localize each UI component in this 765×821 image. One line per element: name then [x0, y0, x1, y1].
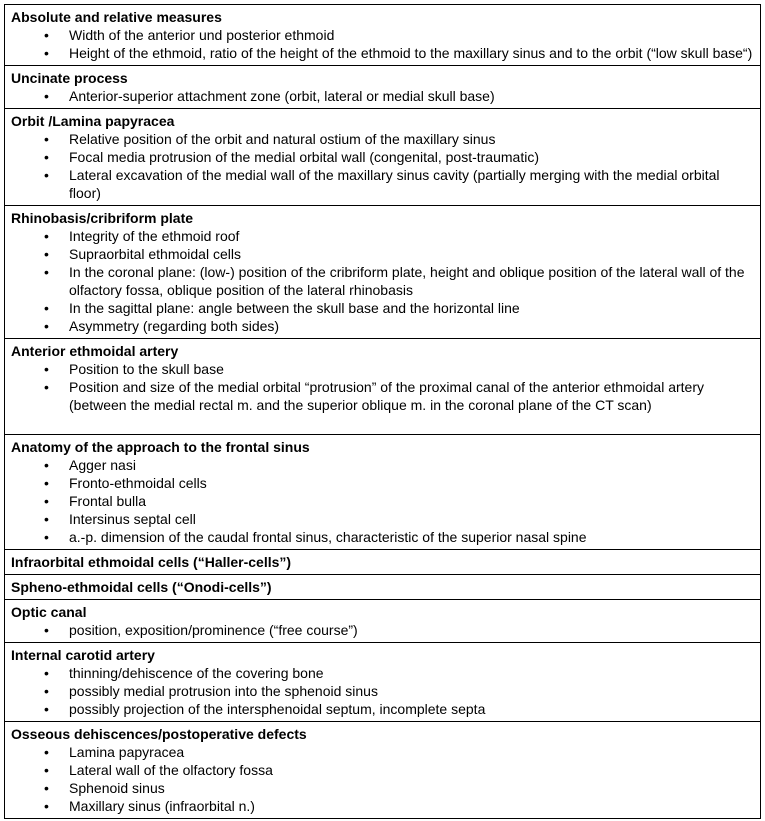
bullet-icon: • [44, 493, 49, 509]
bullet-icon: • [44, 264, 49, 280]
bullet-icon: • [44, 88, 49, 104]
bullet-icon: • [44, 665, 49, 681]
list-item-text: Frontal bulla [69, 493, 147, 509]
section-title: Infraorbital ethmoidal cells (“Haller-cells”) [11, 554, 292, 570]
list-item-text: Lateral wall of the olfactory fossa [69, 762, 273, 778]
list-item-text: possibly medial protrusion into the sphenoid sinus [69, 683, 378, 699]
list-item [11, 761, 754, 779]
list-item [11, 474, 754, 492]
bullet-icon: • [44, 246, 49, 262]
bullet-icon: • [44, 167, 49, 183]
section-frontal-sinus-approach [5, 434, 760, 549]
list-item-text: Integrity of the ethmoid roof [69, 228, 240, 244]
list-item-text: possibly projection of the intersphenoidal septum, incomplete septa [69, 701, 486, 717]
section-anterior-ethmoidal-artery [5, 338, 760, 434]
list-item-text: Asymmetry (regarding both sides) [69, 318, 280, 334]
item-list [11, 26, 754, 62]
list-item-text: thinning/dehiscence of the covering bone [69, 665, 324, 681]
bullet-icon: • [44, 683, 49, 699]
bullet-icon: • [44, 361, 49, 377]
list-item-text: Lateral excavation of the medial wall of the maxillary sinus cavity (partially merging with the medial orbital floor) [69, 167, 720, 201]
list-item [11, 664, 754, 682]
bullet-icon: • [44, 780, 49, 796]
section-title: Orbit /Lamina papyracea [11, 113, 175, 129]
bullet-icon: • [44, 529, 49, 545]
bullet-icon: • [44, 701, 49, 717]
section-title: Internal carotid artery [11, 647, 155, 663]
list-item-text: position, exposition/prominence (“free course”) [69, 622, 358, 638]
section-optic-canal [5, 599, 760, 642]
bullet-icon: • [44, 318, 49, 334]
section-title: Osseous dehiscences/postoperative defects [11, 726, 307, 742]
list-item-text: Position and size of the medial orbital “protrusion” of the proximal canal of the anterior ethmoidal artery (between the medial rectal m. and the superior oblique m. in the coronal plane of the CT scan) [69, 379, 704, 413]
bullet-icon: • [44, 45, 49, 61]
item-list [11, 456, 754, 546]
section-orbit-lamina-papyracea [5, 108, 760, 205]
list-item [11, 378, 754, 414]
section-title: Anterior ethmoidal artery [11, 343, 179, 359]
list-item [11, 456, 754, 474]
list-item-text: Maxillary sinus (infraorbital n.) [69, 798, 255, 814]
section-internal-carotid-artery [5, 642, 760, 721]
list-item [11, 779, 754, 797]
list-item [11, 528, 754, 546]
list-item [11, 148, 754, 166]
item-list [11, 621, 754, 639]
list-item [11, 299, 754, 317]
list-item-text: Position to the skull base [69, 361, 224, 377]
section-rhinobasis-cribriform-plate [5, 205, 760, 338]
list-item-text: In the sagittal plane: angle between the skull base and the horizontal line [69, 300, 520, 316]
bullet-icon: • [44, 622, 49, 638]
list-item-text: Width of the anterior und posterior ethmoid [69, 27, 335, 43]
bullet-icon: • [44, 27, 49, 43]
section-osseous-dehiscences [5, 721, 760, 818]
list-item-text: Focal media protrusion of the medial orbital wall (congenital, post-traumatic) [69, 149, 539, 165]
section-haller-cells [5, 549, 760, 574]
section-title: Rhinobasis/cribriform plate [11, 210, 194, 226]
bullet-icon: • [44, 798, 49, 814]
item-list [11, 87, 754, 105]
list-item-text: Fronto-ethmoidal cells [69, 475, 207, 491]
section-absolute-relative-measures [5, 5, 760, 65]
section-onodi-cells [5, 574, 760, 599]
list-item-text: Anterior-superior attachment zone (orbit, lateral or medial skull base) [69, 88, 495, 104]
bullet-icon: • [44, 511, 49, 527]
list-item [11, 317, 754, 335]
list-item [11, 682, 754, 700]
section-uncinate-process [5, 65, 760, 108]
section-title: Anatomy of the approach to the frontal sinus [11, 439, 310, 455]
list-item [11, 621, 754, 639]
list-item [11, 700, 754, 718]
list-item [11, 360, 754, 378]
bullet-icon: • [44, 131, 49, 147]
item-list [11, 664, 754, 718]
list-item [11, 797, 754, 815]
list-item-text: In the coronal plane: (low-) position of the cribriform plate, height and oblique position of the lateral wall of the olfactory fossa, oblique position of the lateral rhinobasis [69, 264, 745, 298]
bullet-icon: • [44, 379, 49, 395]
bullet-icon: • [44, 457, 49, 473]
list-item-text: Agger nasi [69, 457, 136, 473]
list-item-text: Lamina papyracea [69, 744, 185, 760]
item-list [11, 743, 754, 815]
section-title: Spheno-ethmoidal cells (“Onodi-cells”) [11, 579, 272, 595]
list-item-text: Sphenoid sinus [69, 780, 165, 796]
checklist-table [4, 4, 761, 819]
bullet-icon: • [44, 228, 49, 244]
list-item-text: a.-p. dimension of the caudal frontal sinus, characteristic of the superior nasal spine [69, 529, 587, 545]
section-title: Absolute and relative measures [11, 9, 222, 25]
list-item [11, 510, 754, 528]
list-item-text: Relative position of the orbit and natural ostium of the maxillary sinus [69, 131, 496, 147]
list-item [11, 87, 754, 105]
list-item [11, 44, 754, 62]
list-item [11, 26, 754, 44]
list-item-text: Supraorbital ethmoidal cells [69, 246, 241, 262]
item-list [11, 227, 754, 335]
list-item-text: Intersinus septal cell [69, 511, 196, 527]
list-item-text: Height of the ethmoid, ratio of the height of the ethmoid to the maxillary sinus and to the orbit (“low skull base“) [69, 45, 753, 61]
section-title: Optic canal [11, 604, 87, 620]
section-title: Uncinate process [11, 70, 128, 86]
item-list [11, 360, 754, 414]
list-item [11, 743, 754, 761]
bullet-icon: • [44, 744, 49, 760]
bullet-icon: • [44, 300, 49, 316]
list-item [11, 130, 754, 148]
list-item [11, 245, 754, 263]
bullet-icon: • [44, 475, 49, 491]
list-item [11, 166, 754, 202]
list-item [11, 227, 754, 245]
list-item [11, 492, 754, 510]
item-list [11, 130, 754, 202]
list-item [11, 263, 754, 299]
bullet-icon: • [44, 762, 49, 778]
bullet-icon: • [44, 149, 49, 165]
